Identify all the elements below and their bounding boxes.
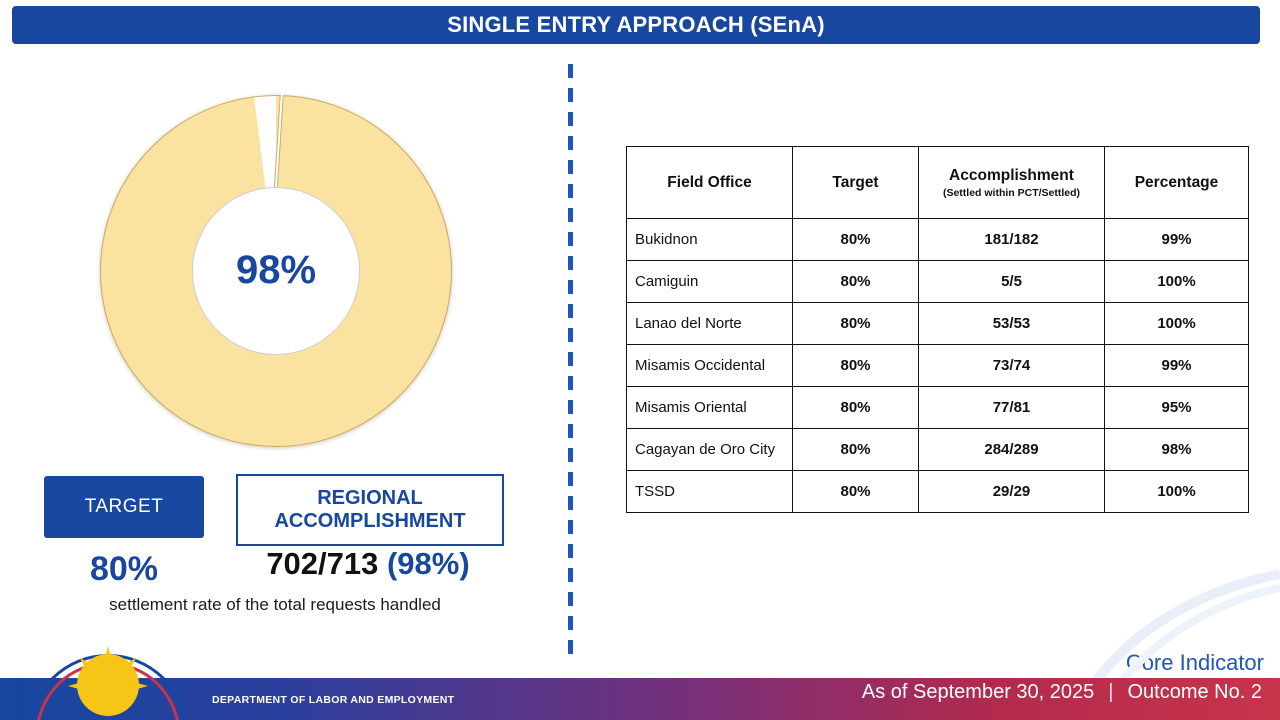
field-office-table: [626, 146, 1249, 513]
footer-meta: [862, 681, 1262, 704]
cell-accomplishment: 77/81: [919, 387, 1105, 429]
regional-accomplishment-ratio: 702/713: [266, 546, 387, 581]
table-row: [627, 345, 1249, 387]
cell-target: 80%: [793, 219, 919, 261]
cell-target: 80%: [793, 345, 919, 387]
cell-accomplishment: 181/182: [919, 219, 1105, 261]
field-office-table-wrapper: [626, 146, 1248, 513]
cell-percentage: 99%: [1105, 345, 1249, 387]
cell-office: Misamis Oriental: [627, 387, 793, 429]
cell-percentage: 95%: [1105, 387, 1249, 429]
settlement-rate-note: settlement rate of the total requests handled: [109, 595, 441, 614]
cell-accomplishment: 29/29: [919, 471, 1105, 513]
footer-agency-name: DEPARTMENT OF LABOR AND EMPLOYMENT: [212, 694, 455, 706]
cell-percentage: 100%: [1105, 303, 1249, 345]
cell-office: Cagayan de Oro City: [627, 429, 793, 471]
target-label: TARGET: [84, 496, 164, 517]
table-body: [627, 219, 1249, 513]
table-row: [627, 429, 1249, 471]
page-title: SINGLE ENTRY APPROACH (SEnA): [447, 12, 825, 37]
cell-target: 80%: [793, 261, 919, 303]
header-percentage: Percentage: [1105, 147, 1249, 219]
table-header-row: [627, 147, 1249, 219]
header-accomplishment: [919, 147, 1105, 219]
footer-separator: |: [1108, 681, 1114, 703]
cell-accomplishment: 5/5: [919, 261, 1105, 303]
cell-target: 80%: [793, 429, 919, 471]
regional-accomplishment-value: [236, 546, 500, 582]
cell-office: Bukidnon: [627, 219, 793, 261]
footer-outcome: Outcome No. 2: [1127, 681, 1262, 703]
table-row: [627, 387, 1249, 429]
donut-chart: [100, 95, 452, 447]
target-badge: [44, 476, 204, 538]
cell-office: Camiguin: [627, 261, 793, 303]
regional-accomplishment-percentage: (98%): [386, 546, 470, 581]
donut-center: [192, 187, 361, 356]
donut-center-value: 98%: [235, 248, 317, 293]
header-accomplishment-sub: (Settled within PCT/Settled): [942, 186, 1081, 199]
cell-office: TSSD: [627, 471, 793, 513]
header-field-office: Field Office: [627, 147, 793, 219]
cell-target: 80%: [793, 303, 919, 345]
cell-percentage: 100%: [1105, 261, 1249, 303]
dole-sun-logo: [22, 612, 192, 720]
cell-percentage: 99%: [1105, 219, 1249, 261]
table-row: [627, 219, 1249, 261]
header-target: Target: [793, 147, 919, 219]
cell-accomplishment: 284/289: [919, 429, 1105, 471]
cell-target: 80%: [793, 387, 919, 429]
header-accomplishment-main: Accomplishment: [949, 166, 1074, 184]
cell-percentage: 98%: [1105, 429, 1249, 471]
sun-core: [77, 654, 139, 716]
cell-office: Misamis Occidental: [627, 345, 793, 387]
footer-as-of-date: As of September 30, 2025: [861, 681, 1095, 703]
cell-accomplishment: 73/74: [919, 345, 1105, 387]
regional-label-line1: REGIONAL: [317, 487, 423, 509]
regional-accomplishment-badge: [236, 474, 504, 546]
cell-percentage: 100%: [1105, 471, 1249, 513]
regional-label-line2: ACCOMPLISHMENT: [274, 510, 466, 532]
cell-accomplishment: 53/53: [919, 303, 1105, 345]
page-header: [12, 6, 1260, 44]
vertical-divider: [568, 64, 573, 654]
table-row: [627, 471, 1249, 513]
cell-target: 80%: [793, 471, 919, 513]
table-row: [627, 303, 1249, 345]
table-row: [627, 261, 1249, 303]
core-indicator-label: Core Indicator: [1125, 650, 1264, 675]
target-value: 80%: [89, 550, 159, 588]
cell-office: Lanao del Norte: [627, 303, 793, 345]
